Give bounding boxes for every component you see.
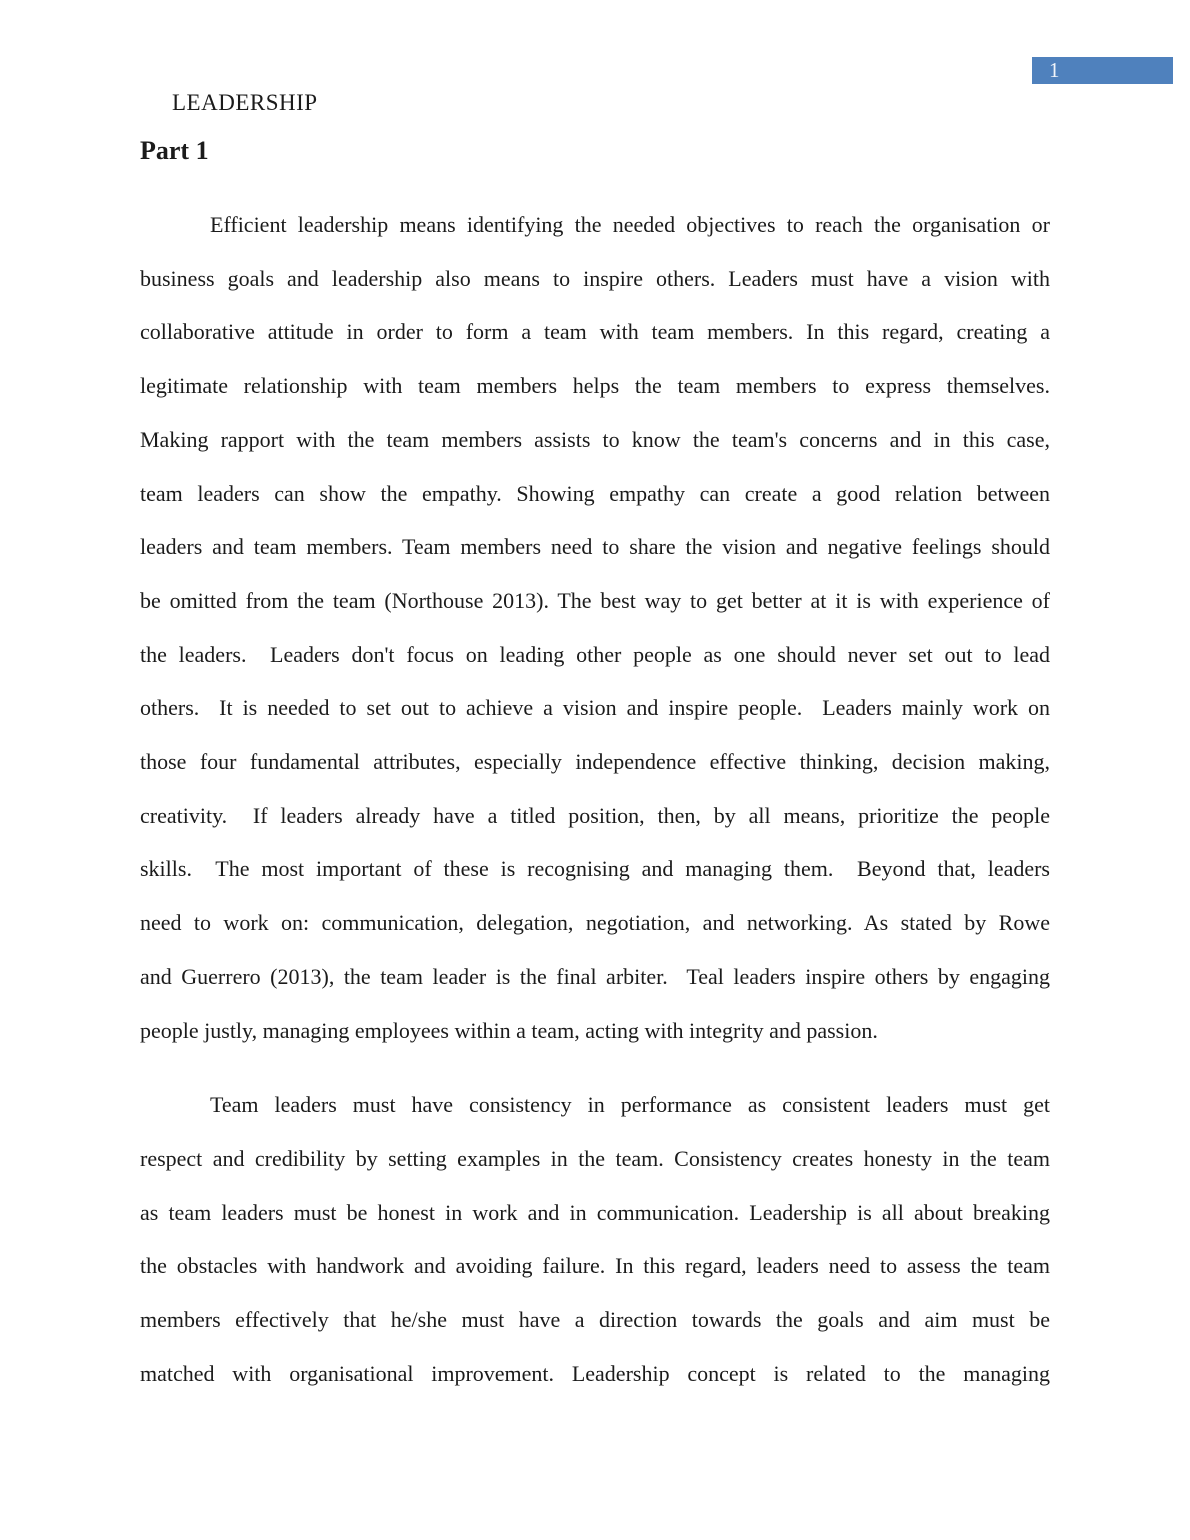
text-line: the leaders. Leaders don't focus on leading other people as one should never set out to lead xyxy=(140,641,1050,667)
text-line: Team leaders must have consistency in performance as consistent leaders must get xyxy=(210,1092,1050,1118)
text-line: Efficient leadership means identifying the needed objectives to reach the organisation or xyxy=(210,212,1050,237)
text-line: business goals and leadership also means to inspire others. Leaders must have a vision with xyxy=(140,265,1050,291)
text-line: and Guerrero (2013), the team leader is the final arbiter. Teal leaders inspire others by engaging xyxy=(140,963,1050,989)
document-body xyxy=(140,198,1050,1400)
text-line: Making rapport with the team members assists to know the team's concerns and in this case, xyxy=(140,426,1050,452)
text-line: creativity. If leaders already have a titled position, then, by all means, prioritize the people xyxy=(140,802,1050,828)
text-line: matched with organisational improvement. Leadership concept is related to the managing xyxy=(140,1360,1050,1386)
text-line: skills. The most important of these is recognising and managing them. Beyond that, leaders xyxy=(140,856,1050,882)
text-line: respect and credibility by setting examples in the team. Consistency creates honesty in the team xyxy=(140,1145,1050,1171)
text-line: members effectively that he/she must have a direction towards the goals and aim must be xyxy=(140,1307,1050,1333)
text-line: be omitted from the team (Northouse 2013). The best way to get better at it is with experience of xyxy=(140,587,1050,613)
running-head: LEADERSHIP xyxy=(172,90,318,115)
text-line: others. It is needed to set out to achieve a vision and inspire people. Leaders mainly work on xyxy=(140,695,1050,721)
page-number-badge xyxy=(1032,57,1173,84)
paragraph xyxy=(140,1078,1050,1400)
text-line: collaborative attitude in order to form a team with team members. In this regard, creating a xyxy=(140,319,1050,345)
text-line: the obstacles with handwork and avoiding failure. In this regard, leaders need to assess the team xyxy=(140,1253,1050,1279)
section-title: Part 1 xyxy=(140,136,209,165)
paragraph xyxy=(140,198,1050,1057)
page-number: 1 xyxy=(1049,58,1060,82)
text-line: as team leaders must be honest in work and in communication. Leadership is all about breaking xyxy=(140,1199,1050,1225)
text-line: people justly, managing employees within a team, acting with integrity and passion. xyxy=(140,1017,878,1043)
text-line: leaders and team members. Team members need to share the vision and negative feelings should xyxy=(140,534,1050,560)
text-line: those four fundamental attributes, especially independence effective thinking, decision making, xyxy=(140,749,1050,775)
text-line: need to work on: communication, delegation, negotiation, and networking. As stated by Rowe xyxy=(140,910,1050,936)
text-line: legitimate relationship with team members helps the team members to express themselves. xyxy=(140,373,1050,399)
text-line: team leaders can show the empathy. Showing empathy can create a good relation between xyxy=(140,480,1050,506)
